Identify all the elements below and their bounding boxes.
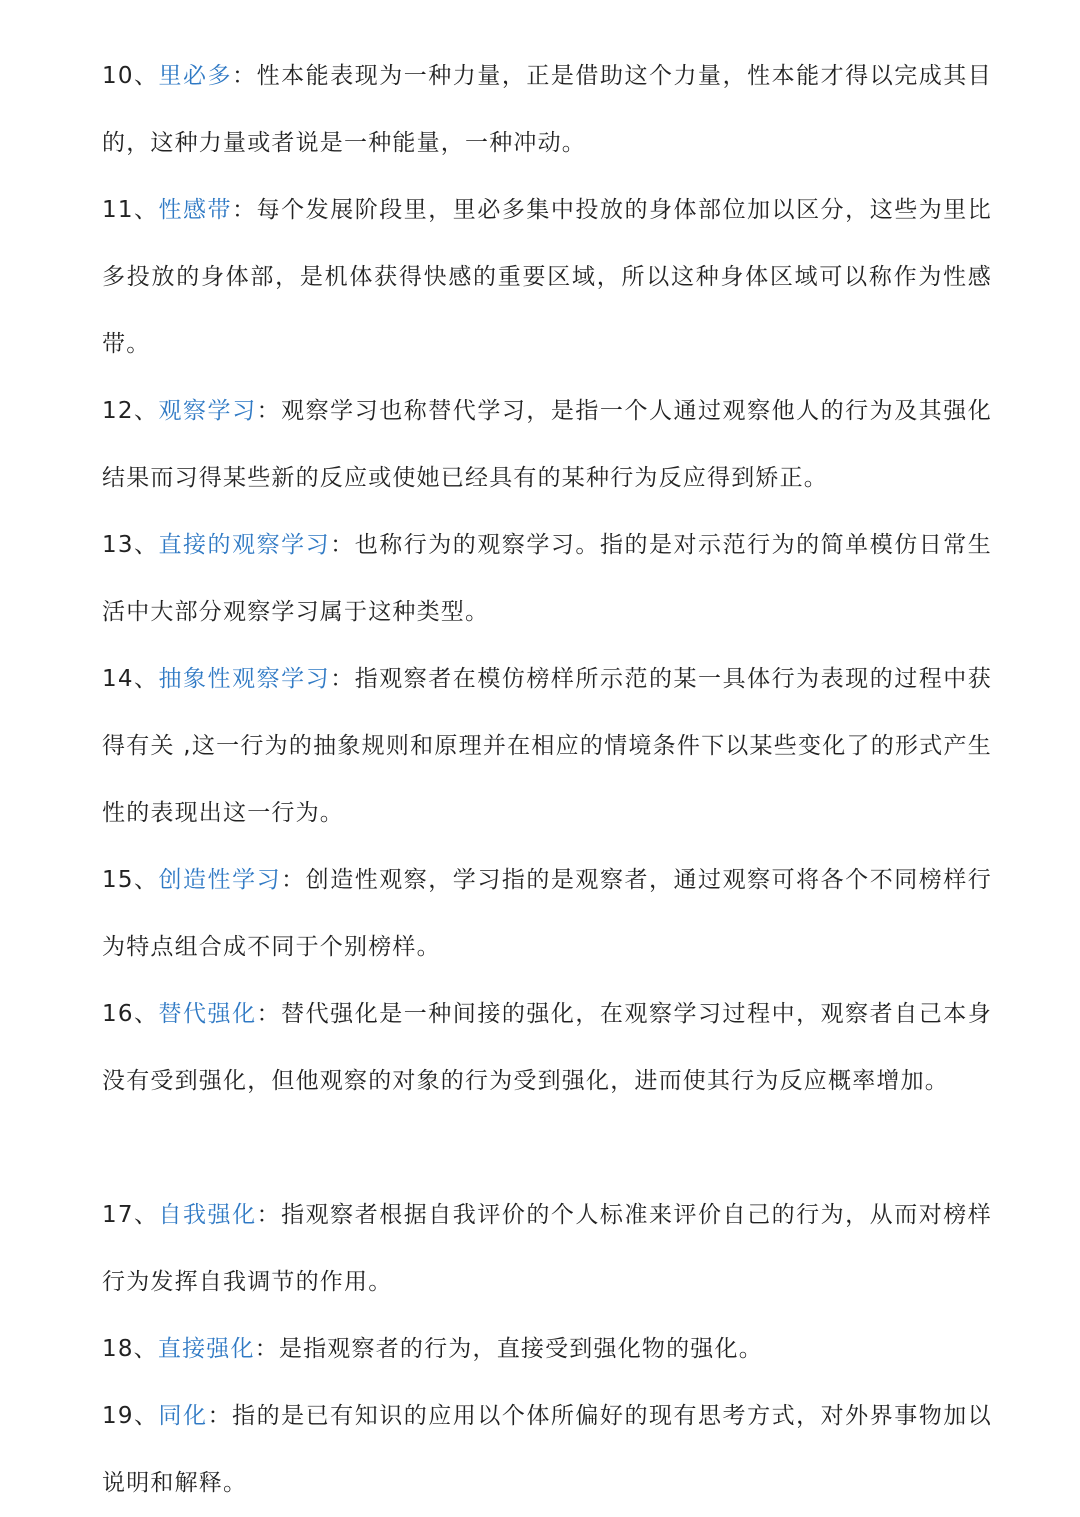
entry-number: 13、 xyxy=(102,532,159,558)
entry-number: 11、 xyxy=(102,197,159,223)
entry-term: 同化 xyxy=(158,1403,208,1429)
entry-term: 直接的观察学习 xyxy=(158,532,331,558)
entry-number: 14、 xyxy=(102,666,159,692)
entry-text: 也称行为的观察学习。指的是对示范行为的简单模仿日常生活中大部分观察学习属于这种类型。 xyxy=(102,532,992,625)
entry-colon: ： xyxy=(256,1202,282,1228)
entry-18 xyxy=(102,1316,992,1383)
entry-colon: ： xyxy=(256,398,282,424)
entry-12 xyxy=(102,378,992,512)
entry-text: 创造性观察，学习指的是观察者，通过观察可将各个不同榜样行为特点组合成不同于个别榜样。 xyxy=(102,867,992,960)
entry-17 xyxy=(102,1182,992,1316)
entry-colon: ： xyxy=(256,1001,282,1027)
entry-term: 替代强化 xyxy=(158,1001,257,1027)
entry-colon: ： xyxy=(232,197,257,223)
entry-number: 15、 xyxy=(102,867,159,893)
entry-term: 直接强化 xyxy=(157,1336,255,1362)
entry-text: 替代强化是一种间接的强化，在观察学习过程中，观察者自己本身没有受到强化，但他观察的对象的行为受到强化，进而使其行为反应概率增加。 xyxy=(102,1001,992,1094)
entry-16 xyxy=(102,981,992,1115)
entry-text: 是指观察者的行为，直接受到强化物的强化。 xyxy=(278,1336,763,1362)
entry-term: 自我强化 xyxy=(158,1202,257,1228)
entry-text: 指观察者根据自我评价的个人标准来评价自己的行为，从而对榜样行为发挥自我调节的作用。 xyxy=(102,1202,992,1295)
entry-term: 里必多 xyxy=(158,63,233,89)
entry-11 xyxy=(102,177,992,378)
entry-19 xyxy=(102,1383,992,1517)
entry-13 xyxy=(102,512,992,646)
entry-text: 性本能表现为一种力量，正是借助这个力量，性本能才得以完成其目的，这种力量或者说是一种能量，一种冲动。 xyxy=(102,63,992,156)
entry-colon: ： xyxy=(254,1336,279,1362)
entry-colon: ： xyxy=(207,1403,233,1429)
entry-number: 10、 xyxy=(102,63,159,89)
entry-15 xyxy=(102,847,992,981)
entry-10 xyxy=(102,43,992,177)
entry-text: 指观察者在模仿榜样所示范的某一具体行为表现的过程中获得有关 ,这一行为的抽象规则和原理并在相应的情境条件下以某些变化了的形式产生性的表现出这一行为。 xyxy=(102,666,992,826)
entry-number: 12、 xyxy=(102,398,159,424)
entry-term: 创造性学习 xyxy=(158,867,282,893)
entry-number: 19、 xyxy=(102,1403,159,1429)
entry-term: 抽象性观察学习 xyxy=(158,666,331,692)
entry-colon: ： xyxy=(232,63,257,89)
entry-number: 17、 xyxy=(102,1202,159,1228)
entry-term: 性感带 xyxy=(158,197,233,223)
entry-term: 观察学习 xyxy=(158,398,257,424)
entry-text: 观察学习也称替代学习，是指一个人通过观察他人的行为及其强化结果而习得某些新的反应或使她已经具有的某种行为反应得到矫正。 xyxy=(102,398,992,491)
entry-colon: ： xyxy=(330,532,355,558)
entry-14 xyxy=(102,646,992,847)
entry-text: 指的是已有知识的应用以个体所偏好的现有思考方式，对外界事物加以说明和解释。 xyxy=(102,1403,992,1496)
entry-number: 18、 xyxy=(102,1336,158,1362)
entry-number: 16、 xyxy=(102,1001,159,1027)
entry-colon: ： xyxy=(330,666,355,692)
entry-colon: ： xyxy=(281,867,306,893)
entry-text: 每个发展阶段里，里必多集中投放的身体部位加以区分，这些为里比多投放的身体部，是机体获得快感的重要区域，所以这种身体区域可以称作为性感带。 xyxy=(102,197,992,357)
